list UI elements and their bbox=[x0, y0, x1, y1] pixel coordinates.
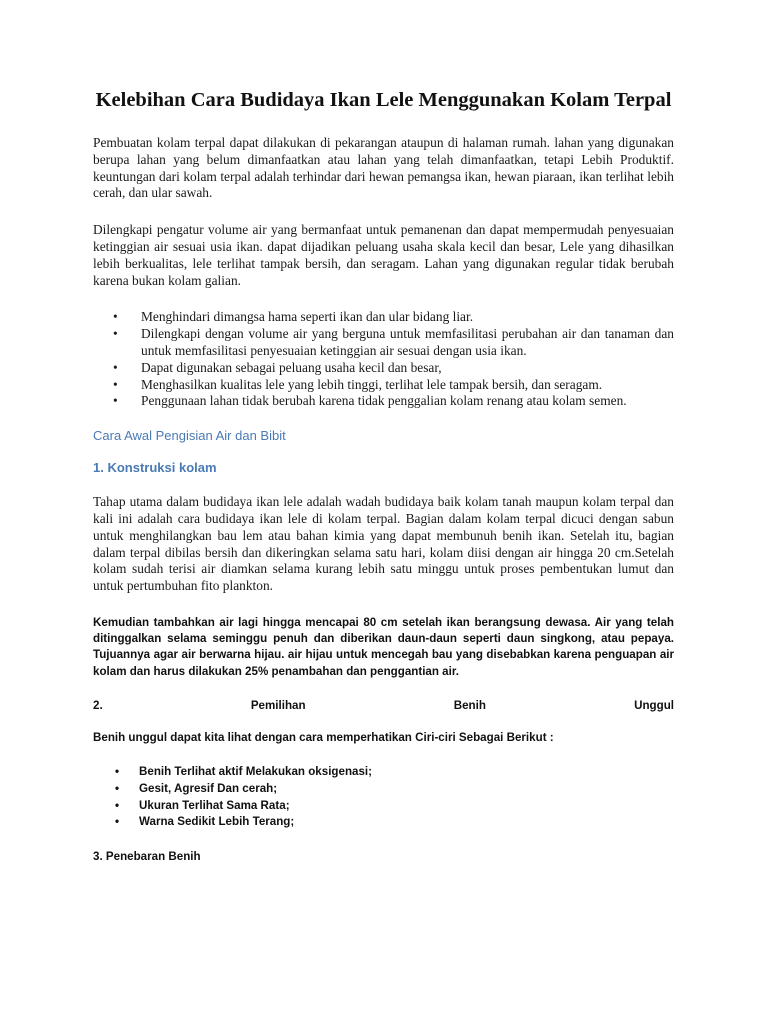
water-paragraph: Kemudian tambahkan air lagi hingga mencapai 80 cm setelah ikan berangsung dewasa. Air yang telah ditinggalkan selama seminggu penuh dan diberikan daun-daun seperti daun singkong, atau pepaya. Tujuannya agar air berwarna hijau. air hijau untuk mencegah bau yang disebabkan karena penguapan air kolam dan harus dilakukan 25% penambahan dan penggantian air. bbox=[93, 615, 674, 678]
seed-traits-list bbox=[93, 764, 674, 831]
list-item: • Menghindari dimangsa hama seperti ikan dan ular bidang liar. bbox=[113, 309, 474, 325]
bullet-icon: • bbox=[113, 393, 118, 409]
page-title: Kelebihan Cara Budidaya Ikan Lele Menggunakan Kolam Terpal bbox=[95, 89, 672, 111]
bullet-icon: • bbox=[113, 326, 118, 342]
section-heading: Cara Awal Pengisian Air dan Bibit bbox=[93, 428, 286, 444]
bullet-icon: • bbox=[115, 798, 120, 812]
intro-paragraph-2: Dilengkapi pengatur volume air yang bermanfaat untuk pemanenan dan dapat mempermudah penyesuaian ketinggian air sesuai usia ikan. dapat dijadikan peluang usaha skala kecil dan besar, Lele yang dihasilkan lebih berkualitas, lele terlihat tampak bersih, dan seragam. Lahan yang digunakan regular tidak berubah karena bukan kolam galian. bbox=[93, 222, 674, 288]
seed-intro: Benih unggul dapat kita lihat dengan cara memperhatikan Ciri-ciri Sebagai Berikut : bbox=[93, 730, 554, 744]
subheading-construction: 1. Konstruksi kolam bbox=[93, 460, 217, 476]
list-item: • Dilengkapi dengan volume air yang berguna untuk memfasilitasi perubahan air dan tanaman dan untuk memfasilitasi penyesuaian ketinggian air sesuai dengan usia ikan. bbox=[113, 326, 674, 358]
bullet-icon: • bbox=[115, 764, 120, 778]
list-item: • Warna Sedikit Lebih Terang; bbox=[139, 814, 674, 831]
bullet-icon: • bbox=[115, 781, 120, 795]
bullet-icon: • bbox=[113, 309, 118, 325]
list-item: • Ukuran Terlihat Sama Rata; bbox=[139, 798, 674, 815]
list-item: • Penggunaan lahan tidak berubah karena tidak penggalian kolam renang atau kolam semen. bbox=[113, 393, 627, 409]
list-item: • Dapat digunakan sebagai peluang usaha kecil dan besar, bbox=[113, 359, 442, 375]
list-item: • Benih Terlihat aktif Melakukan oksigenasi; bbox=[139, 764, 674, 781]
construction-paragraph: Tahap utama dalam budidaya ikan lele adalah wadah budidaya baik kolam tanah maupun kolam terpal dan kali ini adalah cara budidaya ikan lele di kolam terpal. Bagian dalam kolam terpal dicuci dengan sabun untuk menghilangkan bau lem atau bahan kimia yang dapat membunuh benih ikan. Setelah itu, bagian dalam terpal dibilas bersih dan dikeringkan selama satu hari, kolam diisi dengan air hingga 20 cm.Setelah kolam sudah terisi air diamkan selama kurang lebih satu minggu untuk proses pembentukan lumut dan untuk pertumbuhan fito plankton. bbox=[93, 494, 674, 594]
bullet-icon: • bbox=[113, 376, 118, 392]
subheading-seed-selection: 2. Pemilihan Benih Unggul bbox=[93, 698, 674, 712]
list-item: • Menghasilkan kualitas lele yang lebih tinggi, terlihat lele tampak bersih, dan seragam. bbox=[113, 376, 603, 392]
intro-paragraph-1: Pembuatan kolam terpal dapat dilakukan di pekarangan ataupun di halaman rumah. lahan yang digunakan berupa lahan yang belum dimanfaatkan atau lahan yang telah dimanfaatkan, tetapi Lebih Produktif. keuntungan dari kolam terpal adalah terhindar dari hewan pemangsa ikan, hewan piaraan, ikan terlihat lebih cerah, dan ular sawah. bbox=[93, 135, 674, 201]
list-item: • Gesit, Agresif Dan cerah; bbox=[139, 781, 674, 798]
bullet-icon: • bbox=[113, 359, 118, 375]
subheading-seed-spreading: 3. Penebaran Benih bbox=[93, 850, 201, 864]
bullet-icon: • bbox=[115, 815, 120, 829]
advantages-list bbox=[93, 309, 674, 410]
